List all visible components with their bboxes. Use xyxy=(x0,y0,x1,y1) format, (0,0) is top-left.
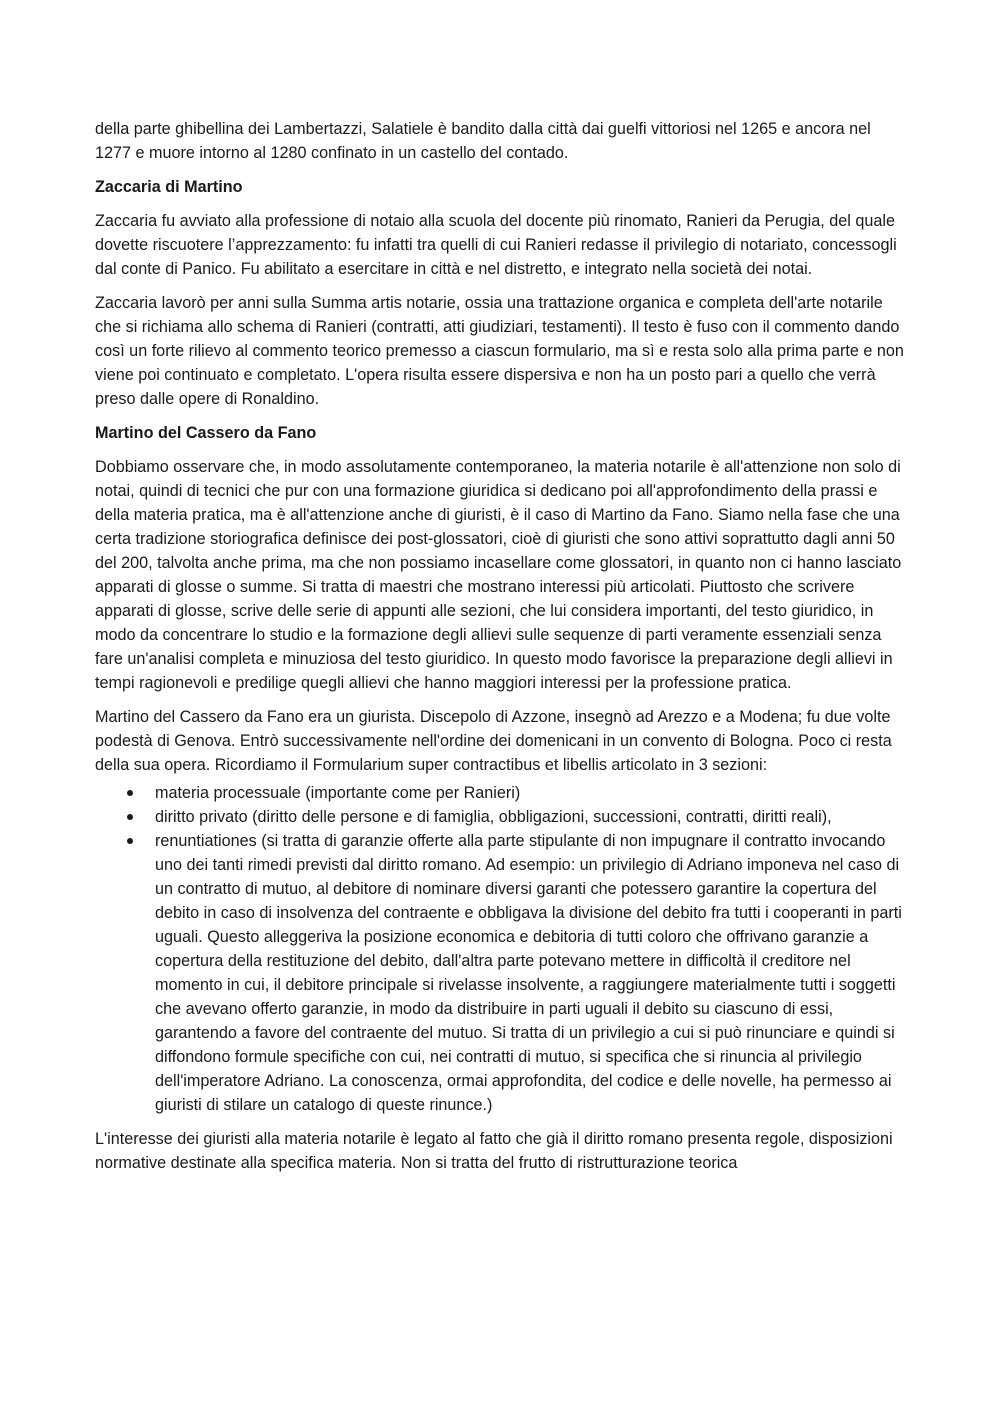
martino-paragraph-1: Dobbiamo osservare che, in modo assolutamente contemporaneo, la materia notarile è all'attenzione non solo di notai, quindi di tecnici che pur con una formazione giuridica si dedicano poi all'approfondimento della prassi e della materia pratica, ma è all'attenzione anche di giuristi, è il caso di Martino da Fano. Siamo nella fase che una certa tradizione storiografica definisce dei post-glossatori, cioè di giuristi che sono attivi soprattutto dagli anni 50 del 200, talvolta anche prima, ma che non possiamo incasellare come glossatori, in quanto non ci hanno lasciato apparati di glosse o summe. Si tratta di maestri che mostrano interessi più articolati. Piuttosto che scrivere apparati di glosse, scrive delle serie di appunti alle sezioni, che lui considera importanti, del testo giuridico, in modo da concentrare lo studio e la formazione degli allievi sulle sequenze di parti veramente essenziali senza fare un'analisi completa e minuziosa del testo giuridico. In questo modo favorisce la preparazione degli allievi in tempi ragionevoli e predilige quegli allievi che hanno maggiori interessi per la professione pratica. xyxy=(95,458,902,692)
section-heading-martino: Martino del Cassero da Fano xyxy=(95,424,317,442)
intro-paragraph: della parte ghibellina dei Lambertazzi, Salatiele è bandito dalla città dai guelfi vittoriosi nel 1265 e ancora nel 1277 e muore intorno al 1280 confinato in un castello del contado. xyxy=(95,120,871,162)
document-page xyxy=(95,117,910,1185)
martino-paragraph-3: L'interesse dei giuristi alla materia notarile è legato al fatto che già il diritto romano presenta regole, disposizioni normative destinate alla specifica materia. Non si tratta del frutto di ristrutturazione teorica xyxy=(95,1130,893,1172)
list-item: diritto privato (diritto delle persone e di famiglia, obbligazioni, successioni, contratti, diritti reali), xyxy=(155,805,910,829)
section-heading-zaccaria: Zaccaria di Martino xyxy=(95,178,243,196)
list-item: renuntiationes (si tratta di garanzie offerte alla parte stipulante di non impugnare il contratto invocando uno dei tanti rimedi previsti dal diritto romano. Ad esempio: un privilegio di Adriano imponeva nel caso di un contratto di mutuo, al debitore di nominare diversi garanti che potessero garantire la copertura del debito in caso di insolvenza del contraente e obbligava la divisione del debito fra tutti i cooperanti in parti uguali. Questo alleggeriva la posizione economica e debitoria di tutti coloro che offrivano garanzie a copertura della restituzione del debito, dall'altra parte potevano mettere in difficoltà il creditore nel momento in cui, il debitore principale si rivelasse insolvente, a raggiungere materialmente tutti i soggetti che avevano offerto garanzie, in modo da distribuire in parti uguali il debito su ciascuno di essi, garantendo a favore del contraente del mutuo. Si tratta di un privilegio a cui si può rinunciare e quindi si diffondono formule specifiche con cui, nei contratti di mutuo, si specifica che si rinuncia al privilegio dell'imperatore Adriano. La conoscenza, ormai approfondita, del codice e delle novelle, ha permesso ai giuristi di stilare un catalogo di queste rinunce.) xyxy=(155,829,910,1117)
martino-paragraph-2: Martino del Cassero da Fano era un giurista. Discepolo di Azzone, insegnò ad Arezzo e a Modena; fu due volte podestà di Genova. Entrò successivamente nell'ordine dei domenicani in un convento di Bologna. Poco ci resta della sua opera. Ricordiamo il Formularium super contractibus et libellis articolato in 3 sezioni: xyxy=(95,708,892,774)
zaccaria-paragraph-2: Zaccaria lavorò per anni sulla Summa artis notarie, ossia una trattazione organica e completa dell'arte notarile che si richiama allo schema di Ranieri (contratti, atti giudiziari, testamenti). Il testo è fuso con il commento dando così un forte rilievo al commento teorico premesso a ciascun formulario, ma sì e resta solo alla prima parte e non viene poi continuato e completato. L'opera risulta essere dispersiva e non ha un posto pari a quello che verrà preso dalle opere di Ronaldino. xyxy=(95,294,904,408)
zaccaria-paragraph-1: Zaccaria fu avviato alla professione di notaio alla scuola del docente più rinomato, Ranieri da Perugia, del quale dovette riscuotere l’apprezzamento: fu infatti tra quelli di cui Ranieri redasse il privilegio di notariato, concessogli dal conte di Panico. Fu abilitato a esercitare in città e nel distretto, e integrato nella società dei notai. xyxy=(95,212,897,278)
sections-list xyxy=(95,781,910,1117)
list-item: materia processuale (importante come per Ranieri) xyxy=(155,781,910,805)
